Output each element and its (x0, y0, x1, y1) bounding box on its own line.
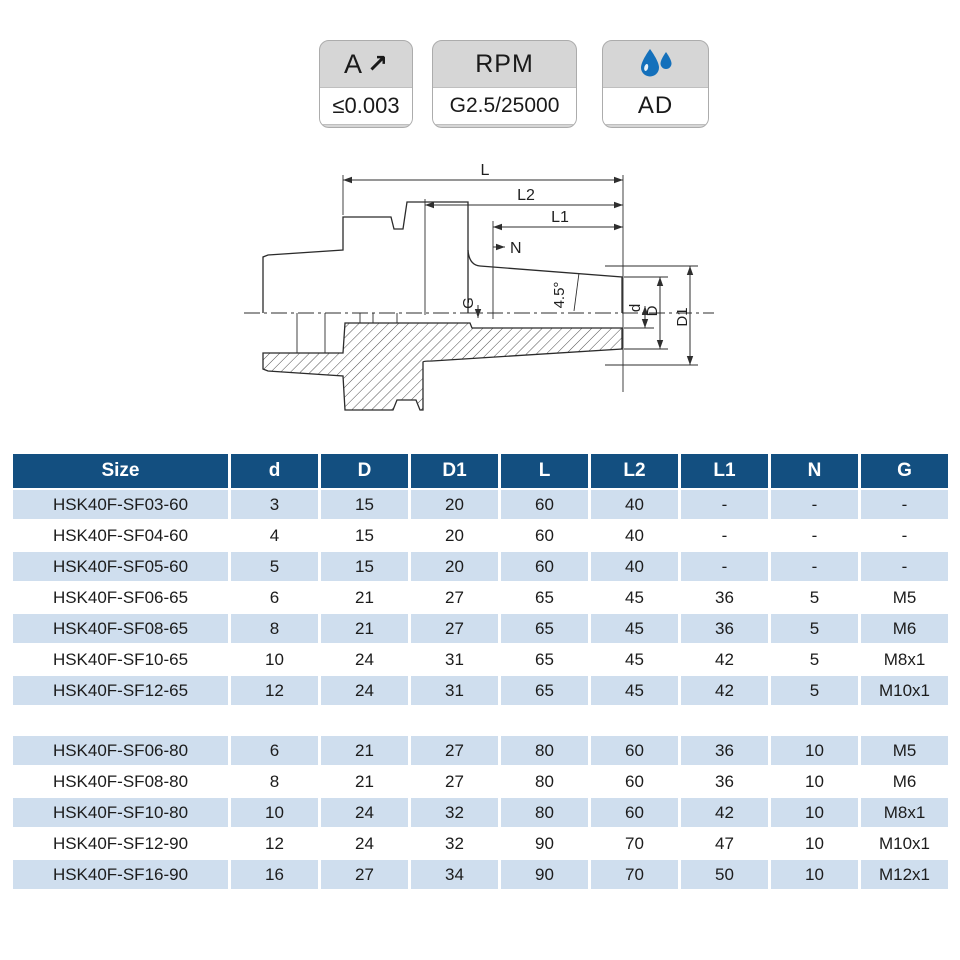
table-cell: M6 (861, 614, 948, 643)
table-cell: - (681, 521, 768, 550)
table-cell: 65 (501, 645, 588, 674)
table-row (13, 645, 948, 674)
table-cell: 80 (501, 736, 588, 765)
table-cell: M8x1 (861, 645, 948, 674)
table-cell: 31 (411, 676, 498, 705)
dim-label-D: D (644, 305, 661, 317)
table-spacer-row (13, 707, 948, 734)
table-cell: M10x1 (861, 676, 948, 705)
table-cell: HSK40F-SF16-90 (13, 860, 228, 889)
table-cell: 65 (501, 583, 588, 612)
table-cell: - (771, 521, 858, 550)
table-cell: 10 (771, 860, 858, 889)
table-cell: - (861, 521, 948, 550)
table-cell: M12x1 (861, 860, 948, 889)
table-cell: 65 (501, 614, 588, 643)
table-cell: 15 (321, 490, 408, 519)
column-header: G (861, 454, 948, 488)
table-cell: 42 (681, 676, 768, 705)
table-cell: 27 (411, 583, 498, 612)
table-cell: - (771, 490, 858, 519)
table-cell: 24 (321, 829, 408, 858)
table-cell: HSK40F-SF12-90 (13, 829, 228, 858)
table-cell: 5 (771, 614, 858, 643)
table-cell: 5 (771, 583, 858, 612)
upper-profile (263, 202, 468, 313)
dim-label-D1: D1 (674, 307, 691, 327)
tool-holder-drawing (240, 155, 720, 445)
table-cell: 45 (591, 583, 678, 612)
runout-value: ≤0.003 (320, 87, 412, 125)
table-row (13, 521, 948, 550)
table-cell: HSK40F-SF12-65 (13, 676, 228, 705)
spec-table (10, 452, 951, 891)
table-cell: 10 (771, 798, 858, 827)
table-cell: 21 (321, 767, 408, 796)
runout-badge (319, 40, 413, 128)
table-cell: 10 (231, 645, 318, 674)
table-cell: 70 (591, 829, 678, 858)
table-cell: HSK40F-SF08-65 (13, 614, 228, 643)
table-cell: 60 (591, 798, 678, 827)
table-cell: HSK40F-SF06-80 (13, 736, 228, 765)
table-cell: 50 (681, 860, 768, 889)
runout-label: A (344, 48, 363, 79)
table-cell: 36 (681, 767, 768, 796)
table-cell: HSK40F-SF05-60 (13, 552, 228, 581)
table-cell: - (681, 490, 768, 519)
table-cell: 40 (591, 521, 678, 550)
table-cell: 90 (501, 860, 588, 889)
table-cell: 8 (231, 614, 318, 643)
table-cell: M5 (861, 736, 948, 765)
table-cell: 12 (231, 676, 318, 705)
table-cell: 36 (681, 614, 768, 643)
table-cell: 10 (771, 829, 858, 858)
table-header (13, 454, 948, 488)
table-row (13, 614, 948, 643)
dim-label-L2: L2 (517, 187, 535, 204)
table-cell: 21 (321, 736, 408, 765)
table-cell: 24 (321, 798, 408, 827)
coolant-badge (602, 40, 709, 128)
rpm-badge-header (433, 41, 576, 87)
table-cell: 20 (411, 552, 498, 581)
table-cell: - (681, 552, 768, 581)
table-cell: 10 (231, 798, 318, 827)
column-header: L2 (591, 454, 678, 488)
table-cell: 24 (321, 645, 408, 674)
table-row (13, 490, 948, 519)
table-body (13, 490, 948, 889)
table-cell: 32 (411, 798, 498, 827)
water-drops-icon (638, 48, 674, 80)
table-cell: 90 (501, 829, 588, 858)
table-cell: M6 (861, 767, 948, 796)
table-cell: HSK40F-SF03-60 (13, 490, 228, 519)
table-cell: - (861, 552, 948, 581)
coolant-badge-header (603, 41, 708, 87)
dim-label-angle: 4.5° (551, 281, 568, 309)
column-header: L (501, 454, 588, 488)
table-cell: - (861, 490, 948, 519)
runout-badge-header (320, 41, 412, 87)
table-cell: 15 (321, 521, 408, 550)
table-cell: HSK40F-SF10-80 (13, 798, 228, 827)
table-cell: 3 (231, 490, 318, 519)
column-header: N (771, 454, 858, 488)
column-header: d (231, 454, 318, 488)
table-cell: 24 (321, 676, 408, 705)
table-cell: 45 (591, 645, 678, 674)
table-cell: 42 (681, 645, 768, 674)
shoulder-cone (468, 250, 622, 313)
table-cell: M5 (861, 583, 948, 612)
table-cell: 80 (501, 798, 588, 827)
column-header: D (321, 454, 408, 488)
table-cell: 20 (411, 490, 498, 519)
table-cell: 31 (411, 645, 498, 674)
table-cell: 65 (501, 676, 588, 705)
column-header: D1 (411, 454, 498, 488)
table-cell: 15 (321, 552, 408, 581)
table-cell: 5 (231, 552, 318, 581)
table-cell: 70 (591, 860, 678, 889)
table-cell: 27 (411, 736, 498, 765)
table-cell: 27 (321, 860, 408, 889)
table-cell: 60 (591, 767, 678, 796)
table-row (13, 552, 948, 581)
coolant-value: AD (603, 87, 708, 125)
table-cell: 5 (771, 645, 858, 674)
table-cell: 8 (231, 767, 318, 796)
table-cell: 27 (411, 614, 498, 643)
table-cell: 10 (771, 736, 858, 765)
table-cell: 47 (681, 829, 768, 858)
arrow-up-right-icon: ↗ (367, 49, 388, 78)
table-cell: M10x1 (861, 829, 948, 858)
table-cell: 27 (411, 767, 498, 796)
rpm-badge (432, 40, 577, 128)
dim-label-L: L (480, 162, 490, 179)
table-cell: 34 (411, 860, 498, 889)
rpm-label: RPM (475, 49, 534, 78)
table-row (13, 736, 948, 765)
table-cell: 45 (591, 676, 678, 705)
table-cell: 4 (231, 521, 318, 550)
table-cell: 21 (321, 614, 408, 643)
table-cell: M8x1 (861, 798, 948, 827)
table-cell: 80 (501, 767, 588, 796)
dim-label-N: N (510, 240, 522, 257)
dim-label-G: G (460, 297, 477, 309)
table-row (13, 798, 948, 827)
table-cell: 36 (681, 583, 768, 612)
table-cell: 10 (771, 767, 858, 796)
table-cell: 60 (501, 490, 588, 519)
rpm-value: G2.5/25000 (433, 87, 576, 125)
table-cell: 20 (411, 521, 498, 550)
table-cell: 16 (231, 860, 318, 889)
table-cell: 6 (231, 736, 318, 765)
table-cell: HSK40F-SF06-65 (13, 583, 228, 612)
table-cell: 5 (771, 676, 858, 705)
table-cell: - (771, 552, 858, 581)
table-cell: 60 (501, 552, 588, 581)
size-dimension-table (10, 452, 951, 891)
table-cell: 12 (231, 829, 318, 858)
table-cell: HSK40F-SF10-65 (13, 645, 228, 674)
table-cell: HSK40F-SF08-80 (13, 767, 228, 796)
table-cell: 40 (591, 490, 678, 519)
column-header: Size (13, 454, 228, 488)
table-cell: 60 (591, 736, 678, 765)
dim-label-d: d (627, 303, 644, 313)
table-row (13, 829, 948, 858)
table-row (13, 860, 948, 889)
table-cell: 45 (591, 614, 678, 643)
table-cell: 40 (591, 552, 678, 581)
table-cell: 42 (681, 798, 768, 827)
section-hatch (263, 323, 622, 410)
table-cell: 36 (681, 736, 768, 765)
table-row (13, 583, 948, 612)
table-cell: 21 (321, 583, 408, 612)
header-row (13, 454, 948, 488)
dim-label-L1: L1 (551, 209, 569, 226)
table-cell: HSK40F-SF04-60 (13, 521, 228, 550)
table-cell: 32 (411, 829, 498, 858)
table-cell: 6 (231, 583, 318, 612)
table-row (13, 676, 948, 705)
table-cell: 60 (501, 521, 588, 550)
column-header: L1 (681, 454, 768, 488)
table-row (13, 767, 948, 796)
spacer-cell (13, 707, 948, 734)
